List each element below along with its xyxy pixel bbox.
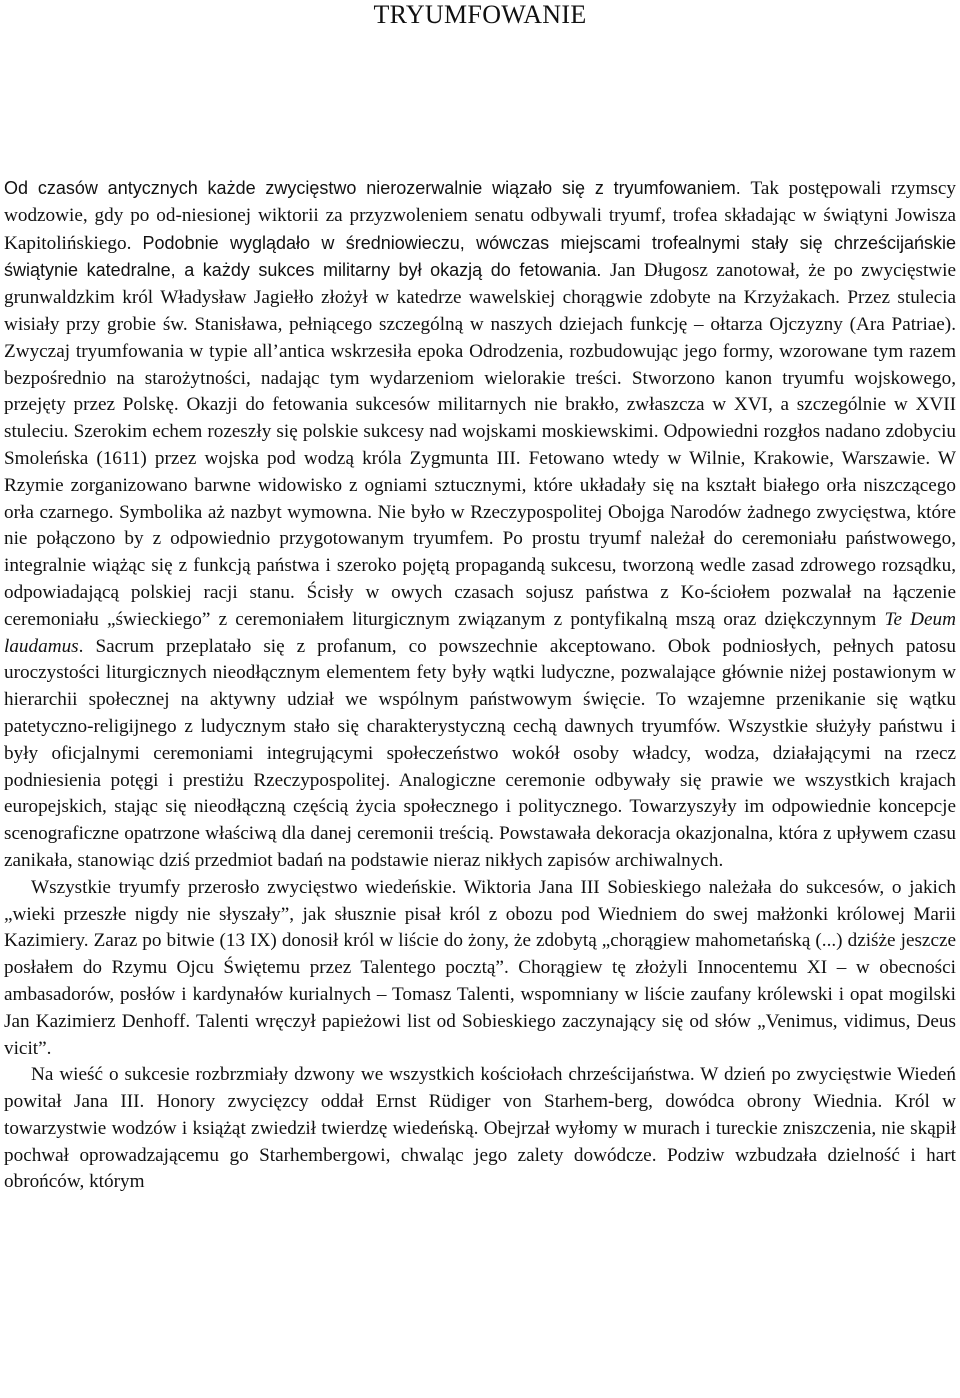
- paragraph-1-segment-6: . Sacrum przeplatało się z profanum, co powszechnie akceptowano. Obok podniosłych, pełnych patosu uroczystości liturgicznych nieodłącznym elementem fety były wątki ludyczne, pozwalające głównie niżej postawionym w hierarchii społecznej na aktywny udział we wspólnym państwowym święcie. To wzajemne przenikanie się wątku patetyczno-religijnego z ludycznym stało się charakterystyczną cechą dawnych tryumfów. Wszystkie służyły państwu i były oficjalnymi ceremoniami integrującymi społeczeństwo wokół osoby władcy, wodza, działającymi na rzecz podniesienia potęgi i prestiżu Rzeczypospolitej. Analogiczne ceremonie odbywały się prawie we wszystkich krajach europejskich, stając się nieodłączną częścią życia społecznego i politycznego. Towarzyszyły im odpowiednie koncepcje scenograficzne opatrzone właściwą dla danej ceremonii treścią. Powstawała dekoracja okazjonalna, która z upływem czasu zanikała, stanowiąc dziś przedmiot badań na podstawie nieraz nikłych zapisów archiwalnych.: [4, 635, 956, 871]
- paragraph-1-italic-te-deum: Te Deum laudamus: [4, 608, 956, 657]
- document-title: TRYUMFOWANIE: [373, 0, 587, 29]
- paragraph-2: [4, 875, 956, 1063]
- paragraph-1-segment-1: Od czasów antycznych każde zwycięstwo nierozerwalnie wiązało się z tryumfowaniem.: [4, 178, 751, 198]
- paragraph-1-segment-2: Tak postępowali rzymscy wodzowie, gdy po od-niesionej wiktorii za przyzwoleniem senatu odbywali tryumf, trofea składając w świątyni Jowisza Kapitolińskiego.: [4, 178, 956, 254]
- paragraph-1-segment-4: Jan Długosz zanotował, że po zwycięstwie grunwaldzkim król Władysław Jagiełło złożył w katedrze wawelskiej chorągwie zdobyte na Krzyżakach. Przez stulecia wisiały przy grobie św. Stanisława, pełniącego szczególną w naszych dziejach funkcję – ołtarza Ojczyzny (Ara Patriae). Zwyczaj tryumfowania w typie all’antica wskrzesiła epoka Odrodzenia, rozbudowując jego formy, wzorowane tym razem bezpośrednio na starożytności, nadając tym wydarzeniom wielorakie treści. Stworzono kanon tryumfu wojskowego, przejęty przez Polskę. Okazji do fetowania sukcesów militarnych nie brakło, zwłaszcza w XVI, a szczególnie w XVII stuleciu. Szerokim echem rozeszły się polskie sukcesy nad wojskami moskiewskimi. Odpowiedni rozgłos nadano zdobyciu Smoleńska (1611) przez wojska pod wodzą króla Zygmunta III. Fetowano wtedy w Wilnie, Krakowie, Warszawie. W Rzymie zorganizowano barwne widowisko z ogniami sztucznymi, które układały się na kształt białego orła niszczącego orła czarnego. Symbolika aż nazbyt wymowna. Nie było w Rzeczypospolitej Obojga Narodów żadnego zwycięstwa, które nie połączono by z odpowiednio przygotowanym tryumfem. Po prostu tryumf należał do ceremoniału państwowego, integralnie wiążąc się z funkcją państwa i szeroko pojętą propagandą sukcesu, tworzoną wedle zasad zdrowego rozsądku, odpowiadającą polskiej racji stanu. Ścisły w owych czasach sojusz państwa z Ko-ściołem pozwalał na łączenie ceremoniału „świeckiego” z ceremoniałem liturgicznym związanym z pontyfikalną mszą oraz dziękczynnym: [4, 260, 956, 630]
- paragraph-3: [4, 1062, 956, 1196]
- paragraph-1: [4, 175, 956, 875]
- paragraph-1-segment-3: Podobnie wyglądało w średniowieczu, wówczas miejscami trofealnymi stały się chrześcijańskie świątynie katedralne, a każdy sukces militarny był okazją do fetowania.: [4, 232, 957, 281]
- paragraph-2-segment-1: Wszystkie tryumfy przerosło zwycięstwo wiedeńskie. Wiktoria Jana III Sobieskiego należała do sukcesów, o jakich „wieki przeszłe nigdy nie słyszały”, jak słusznie pisał król z obozu pod Wiedniem do swej małżonki królowej Marii Kazimiery. Zaraz po bitwie (13 IX) donosił król w liście do żony, że zdobytą „chorągiew mahometańską (...) dziśże jeszcze posłałem do Rzymu Ojcu Świętemu przez Talentego pocztą”. Chorągiew tę złożyli Innocentemu XI – w obecności ambasadorów, posłów i kardynałów kurialnych – Tomasz Talenti, wspomniany w liście zaufany królewski i opat mogilski Jan Kazimierz Denhoff. Talenti wręczył papieżowi list od Sobieskiego zaczynający się od słów „Venimus, vidimus, Deus vicit”.: [4, 876, 956, 1059]
- document-body: [4, 175, 956, 1196]
- paragraph-3-segment-1: Na wieść o sukcesie rozbrzmiały dzwony we wszystkich kościołach chrześcijaństwa. W dzień po zwycięstwie Wiedeń powitał Jana III. Honory zwycięzcy oddał Ernst Rüdiger von Starhem-berg, dowódca obrony Wiednia. Król w towarzystwie wodzów i książąt zwiedził twierdzę wiedeńską. Obejrzał wyłomy w murach i tureckie zniszczenia, nie skąpił pochwał oprowadzającemu go Starhembergowi, chwaląc jego zalety dowódcze. Podziw wzbudzała dzielność i hart obrońców, którym: [4, 1064, 956, 1193]
